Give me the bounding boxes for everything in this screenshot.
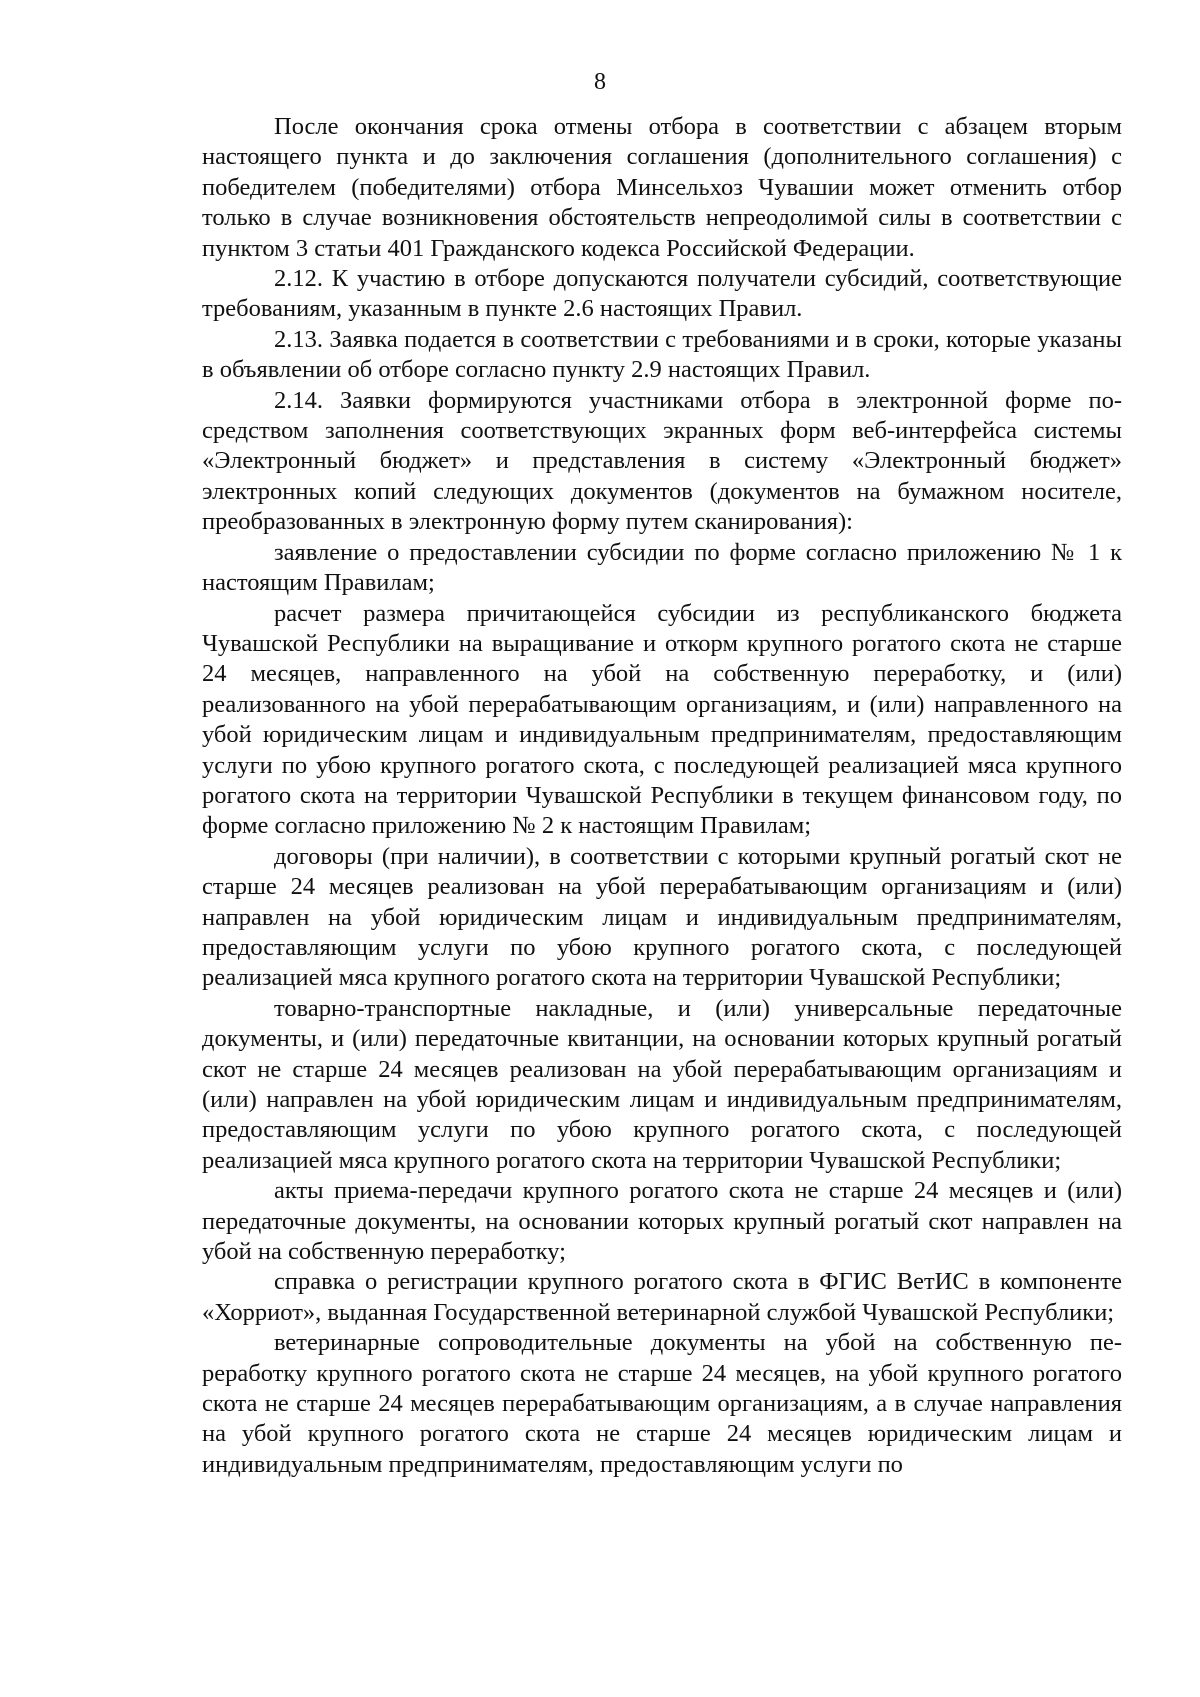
paragraph-2-14: 2.14. Заявки формируются участниками отбора в электронной форме посредством заполнения соответствующих экранных форм веб-интерфейса системы «Электронный бюджет» и представления в систему «Электронный бюджет» электронных копий следующих документов (документов на бумажном носителе, преобразованных в электронную форму путем сканирования):: [202, 386, 1122, 536]
list-item-transfer-acts: акты приема-передачи крупного рогатого скота не старше 24 месяцев и (или) передаточные документы, на основании которых крупный рогатый скот направлен на убой на собственную переработку;: [202, 1177, 1122, 1266]
page-number: 8: [594, 69, 606, 95]
list-item-subsidy-calculation: расчет размера причитающейся субсидии из республиканского бюджета Чувашской Республики на выращивание и откорм крупного рогатого скота не старше 24 месяцев, направленного на убой на собственную переработку, и (или) реализованного на убой перерабатывающим организациям, и (или) направленного на убой юридическим лицам и индивидуальным предпринимателям, предоставляющим услуги по убою крупного рогатого скота, с последующей реализацией мяса крупного рогатого скота на территории Чувашской Республики в текущем финансовом году, по форме согласно приложению № 2 к настоящим Правилам;: [202, 599, 1122, 840]
paragraph-2-12: 2.12. К участию в отборе допускаются получатели субсидий, соответствующие требованиям, указанным в пункте 2.6 настоящих Правил.: [202, 265, 1122, 323]
paragraph-2-13: 2.13. Заявка подается в соответствии с требованиями и в сроки, которые указаны в объявлении об отборе согласно пункту 2.9 настоящих Правил.: [202, 325, 1122, 384]
list-item-veterinary-documents: ветеринарные сопроводительные документы на убой на собственную переработку крупного рогатого скота не старше 24 месяцев, на убой крупного рогатого скота не старше 24 месяцев перерабатывающим организациям, а в случае направления на убой крупного рогатого скота не старше 24 месяцев юридическим лицам и индивидуальным предпринимателям, предоставляющим услуги по: [202, 1329, 1122, 1478]
paragraph-cancellation-after-deadline: После окончания срока отмены отбора в соответствии с абзацем вторым настоящего пункта и до заключения соглашения (дополнительного соглашения) с победителем (победителями) отбора Минсельхоз Чувашии может отменить отбор только в случае возникновения обстоятельств непреодолимой силы в соответствии с пунктом 3 статьи 401 Гражданского кодекса Российской Федерации.: [202, 113, 1122, 262]
list-item-application-statement: заявление о предоставлении субсидии по форме согласно приложению № 1 к настоящим Правилам;: [202, 538, 1122, 597]
list-item-registration-certificate: справка о регистрации крупного рогатого скота в ФГИС ВетИС в компоненте «Хорриот», выданная Государственной ветеринарной службой Чувашской Республики;: [202, 1268, 1122, 1326]
list-item-waybills: товарно-транспортные накладные, и (или) универсальные передаточные документы, и (или) передаточные квитанции, на основании которых крупный рогатый скот не старше 24 месяцев реализован на убой перерабатывающим организациям и (или) направлен на убой юридическим лицам и индивидуальным предпринимателям, предоставляющим услуги по убою крупного рогатого скота, с последующей реализацией мяса крупного рогатого скота на территории Чувашской Республики;: [202, 994, 1122, 1174]
list-item-contracts: договоры (при наличии), в соответствии с которыми крупный рогатый скот не старше 24 месяцев реализован на убой перерабатывающим организациям и (или) направлен на убой юридическим лицам и индивидуальным предпринимателям, предоставляющим услуги по убою крупного рогатого скота, с последующей реализацией мяса крупного рогатого скота на территории Чувашской Республики;: [202, 842, 1122, 992]
document-body: [202, 112, 1122, 1480]
